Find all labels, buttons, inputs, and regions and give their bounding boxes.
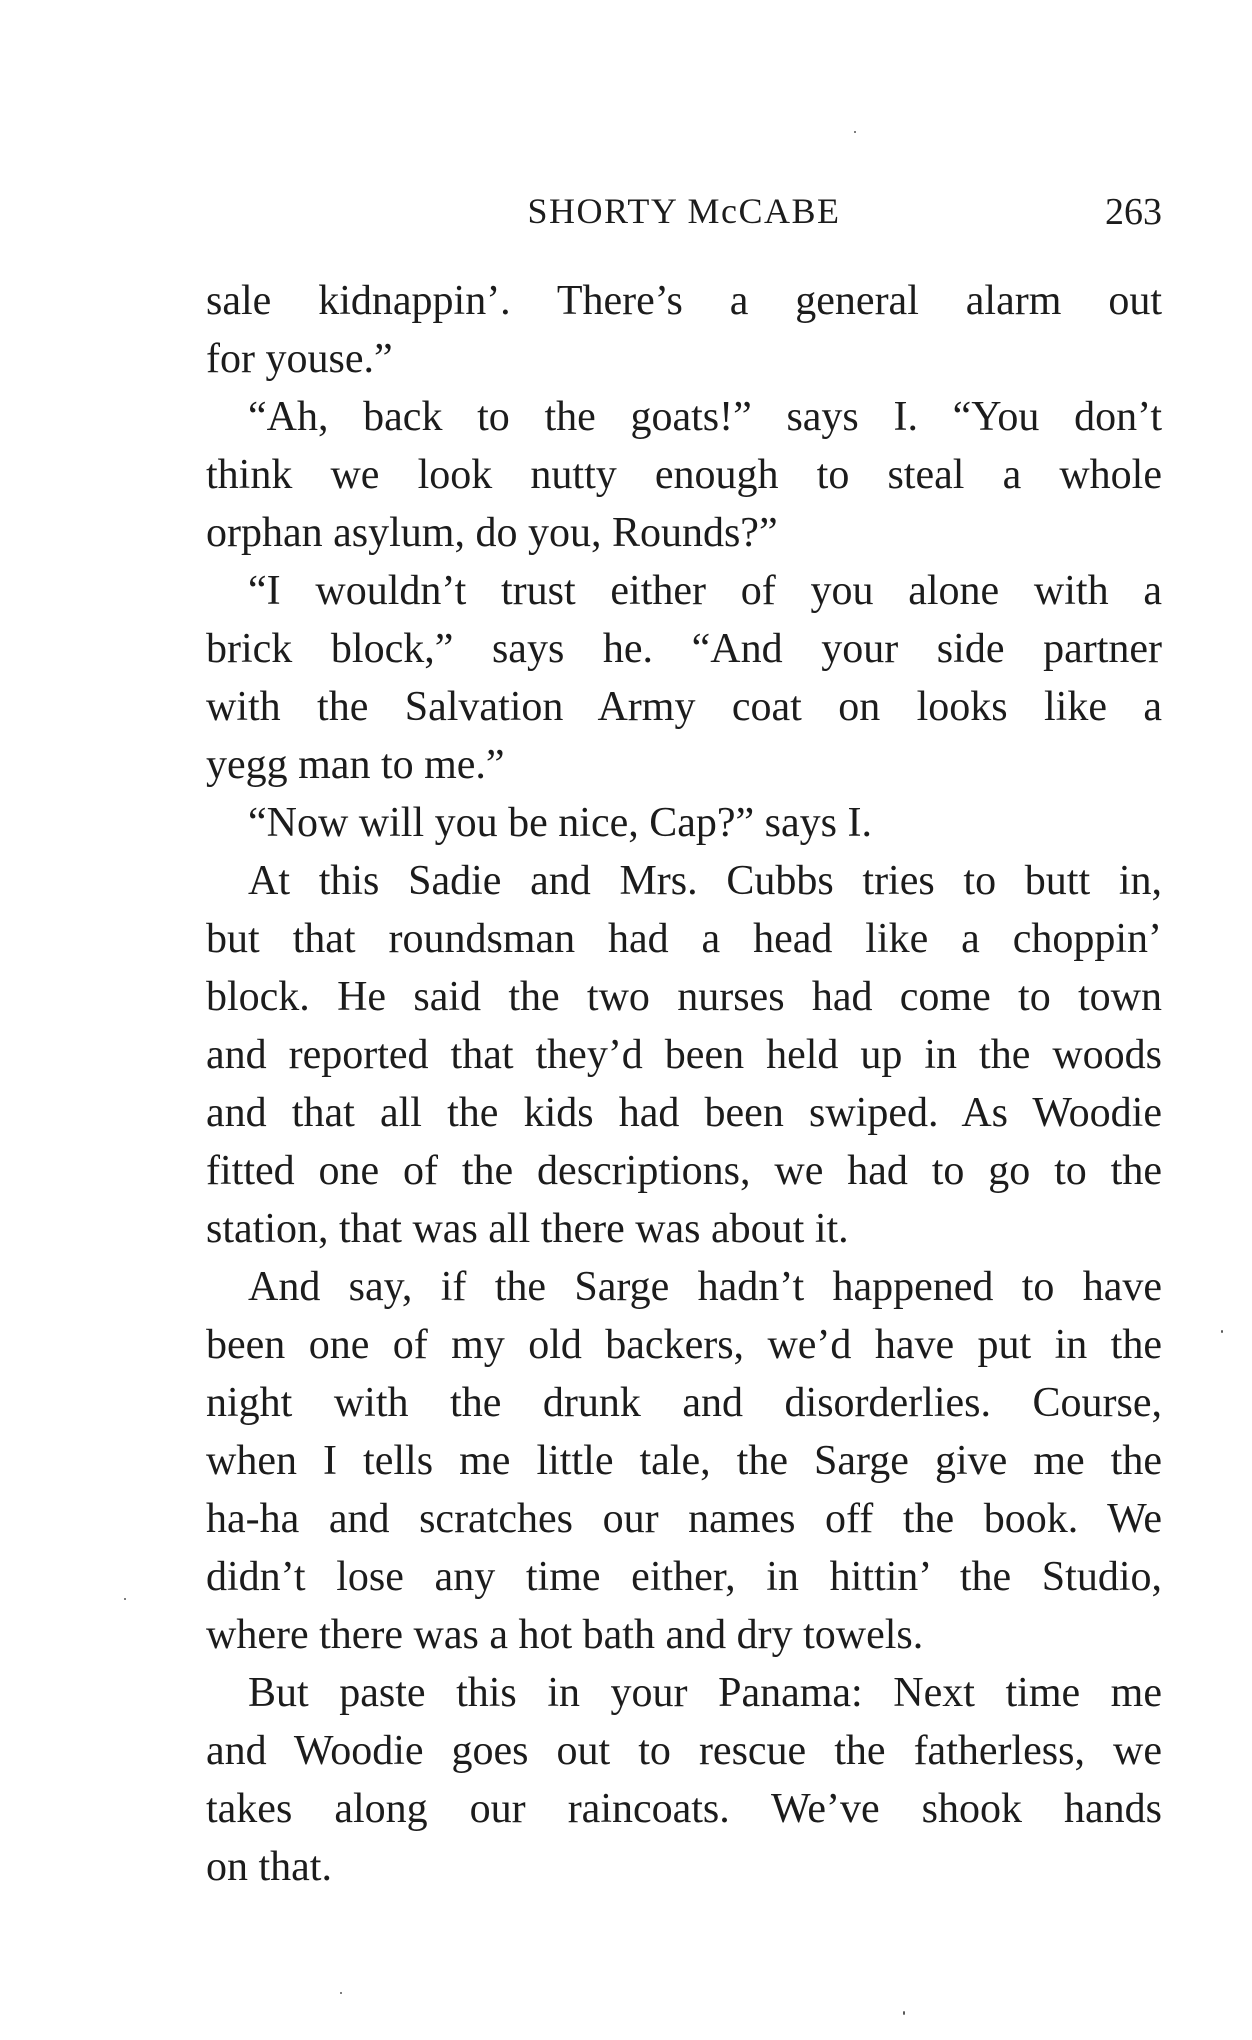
page-header [206, 186, 1162, 236]
text-line: didn’t lose any time either, in hittin’ the Studio, [206, 1554, 1162, 1600]
text-line: ha-ha and scratches our names off the book. We [206, 1496, 1162, 1542]
text-line: on that. [206, 1844, 332, 1890]
text-line: sale kidnappin’. There’s a general alarm out [206, 278, 1162, 324]
text-line: fitted one of the descriptions, we had to go to the [206, 1148, 1162, 1194]
text-line: for youse.” [206, 336, 393, 382]
text-line: orphan asylum, do you, Rounds?” [206, 510, 778, 556]
text-line: And say, if the Sarge hadn’t happened to have [248, 1264, 1162, 1310]
print-speck [854, 131, 856, 133]
text-line: with the Salvation Army coat on looks like a [206, 684, 1162, 730]
text-line: station, that was all there was about it. [206, 1206, 849, 1252]
text-line: been one of my old backers, we’d have put in the [206, 1322, 1162, 1368]
print-speck [903, 2011, 905, 2015]
print-speck [124, 1598, 126, 1600]
print-speck [1221, 1330, 1223, 1333]
text-line: yegg man to me.” [206, 742, 505, 788]
text-line: and Woodie goes out to rescue the fatherless, we [206, 1728, 1162, 1774]
text-line: block. He said the two nurses had come to town [206, 974, 1162, 1020]
text-line: when I tells me little tale, the Sarge give me the [206, 1438, 1162, 1484]
text-line: think we look nutty enough to steal a whole [206, 452, 1162, 498]
text-line: “Ah, back to the goats!” says I. “You don’t [248, 394, 1162, 440]
text-line: “I wouldn’t trust either of you alone with a [248, 568, 1162, 614]
text-line: takes along our raincoats. We’ve shook hands [206, 1786, 1162, 1832]
text-line: where there was a hot bath and dry towels. [206, 1612, 924, 1658]
text-line: night with the drunk and disorderlies. Course, [206, 1380, 1162, 1426]
body-text [206, 272, 1162, 1896]
print-speck [340, 1992, 342, 1994]
text-line: But paste this in your Panama: Next time me [248, 1670, 1162, 1716]
text-line: but that roundsman had a head like a choppin’ [206, 916, 1162, 962]
text-line: and that all the kids had been swiped. As Woodie [206, 1090, 1162, 1136]
text-line: and reported that they’d been held up in the woods [206, 1032, 1162, 1078]
text-line: “Now will you be nice, Cap?” says I. [248, 800, 872, 846]
page-number: 263 [1105, 191, 1162, 233]
text-line: brick block,” says he. “And your side partner [206, 626, 1162, 672]
text-line: At this Sadie and Mrs. Cubbs tries to butt in, [248, 858, 1162, 904]
running-head: SHORTY McCABE [527, 191, 841, 231]
